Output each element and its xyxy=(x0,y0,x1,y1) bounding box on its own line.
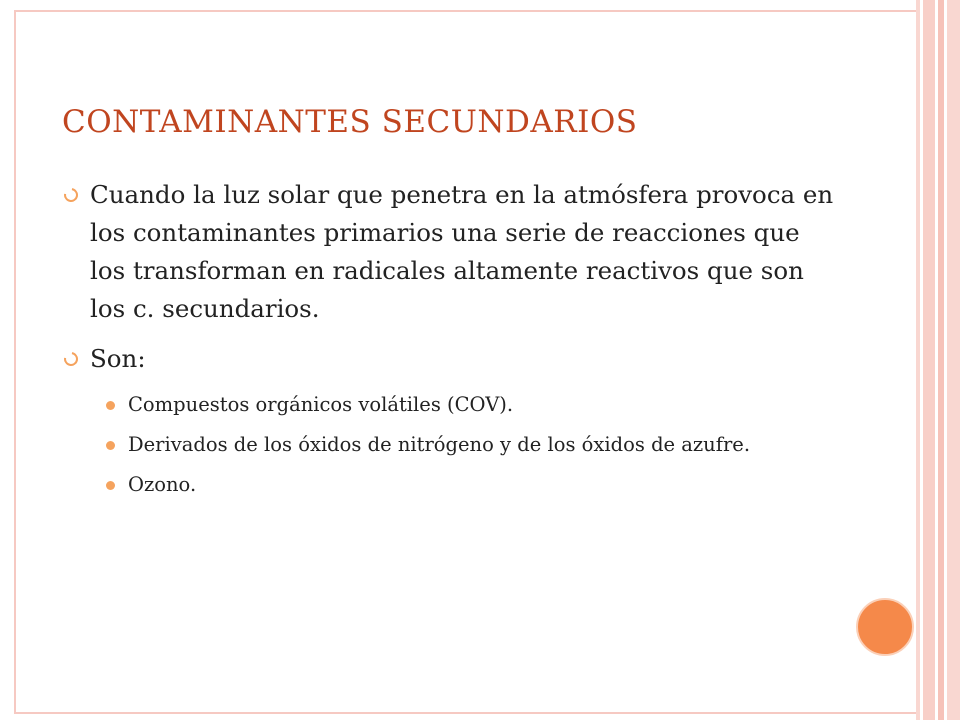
sub-bullet-text: Derivados de los óxidos de nitrógeno y de los óxidos de azufre. xyxy=(128,433,751,456)
sub-bullet-item xyxy=(62,430,788,459)
sub-bullet-text: Ozono. xyxy=(128,473,197,496)
stripe xyxy=(923,0,935,720)
bullet-dot-icon xyxy=(106,481,115,490)
bullet-dot-icon xyxy=(106,401,115,410)
decorative-stripes xyxy=(916,0,960,720)
bullet-text: Cuando la luz solar que penetra en la atmósfera provoca en los contaminantes primarios una serie de reacciones que los transforman en radicales altamente reactivos que son los c. secundarios. xyxy=(90,180,834,323)
slide-title: CONTAMINANTES SECUNDARIOS xyxy=(62,104,638,140)
sub-bullet-item xyxy=(62,390,788,419)
bullet-item xyxy=(62,340,842,378)
bullet-ring-icon xyxy=(61,185,80,204)
sub-bullet-item xyxy=(62,470,788,499)
slide-body xyxy=(62,176,842,510)
bullet-item xyxy=(62,176,842,328)
sub-bullet-list xyxy=(62,390,842,499)
bullet-ring-icon xyxy=(61,349,80,368)
decorative-orange-circle xyxy=(856,598,914,656)
bullet-dot-icon xyxy=(106,441,115,450)
sub-bullet-text: Compuestos orgánicos volátiles (COV). xyxy=(128,393,514,416)
bullet-text: Son: xyxy=(90,344,146,373)
stripe xyxy=(947,0,960,720)
